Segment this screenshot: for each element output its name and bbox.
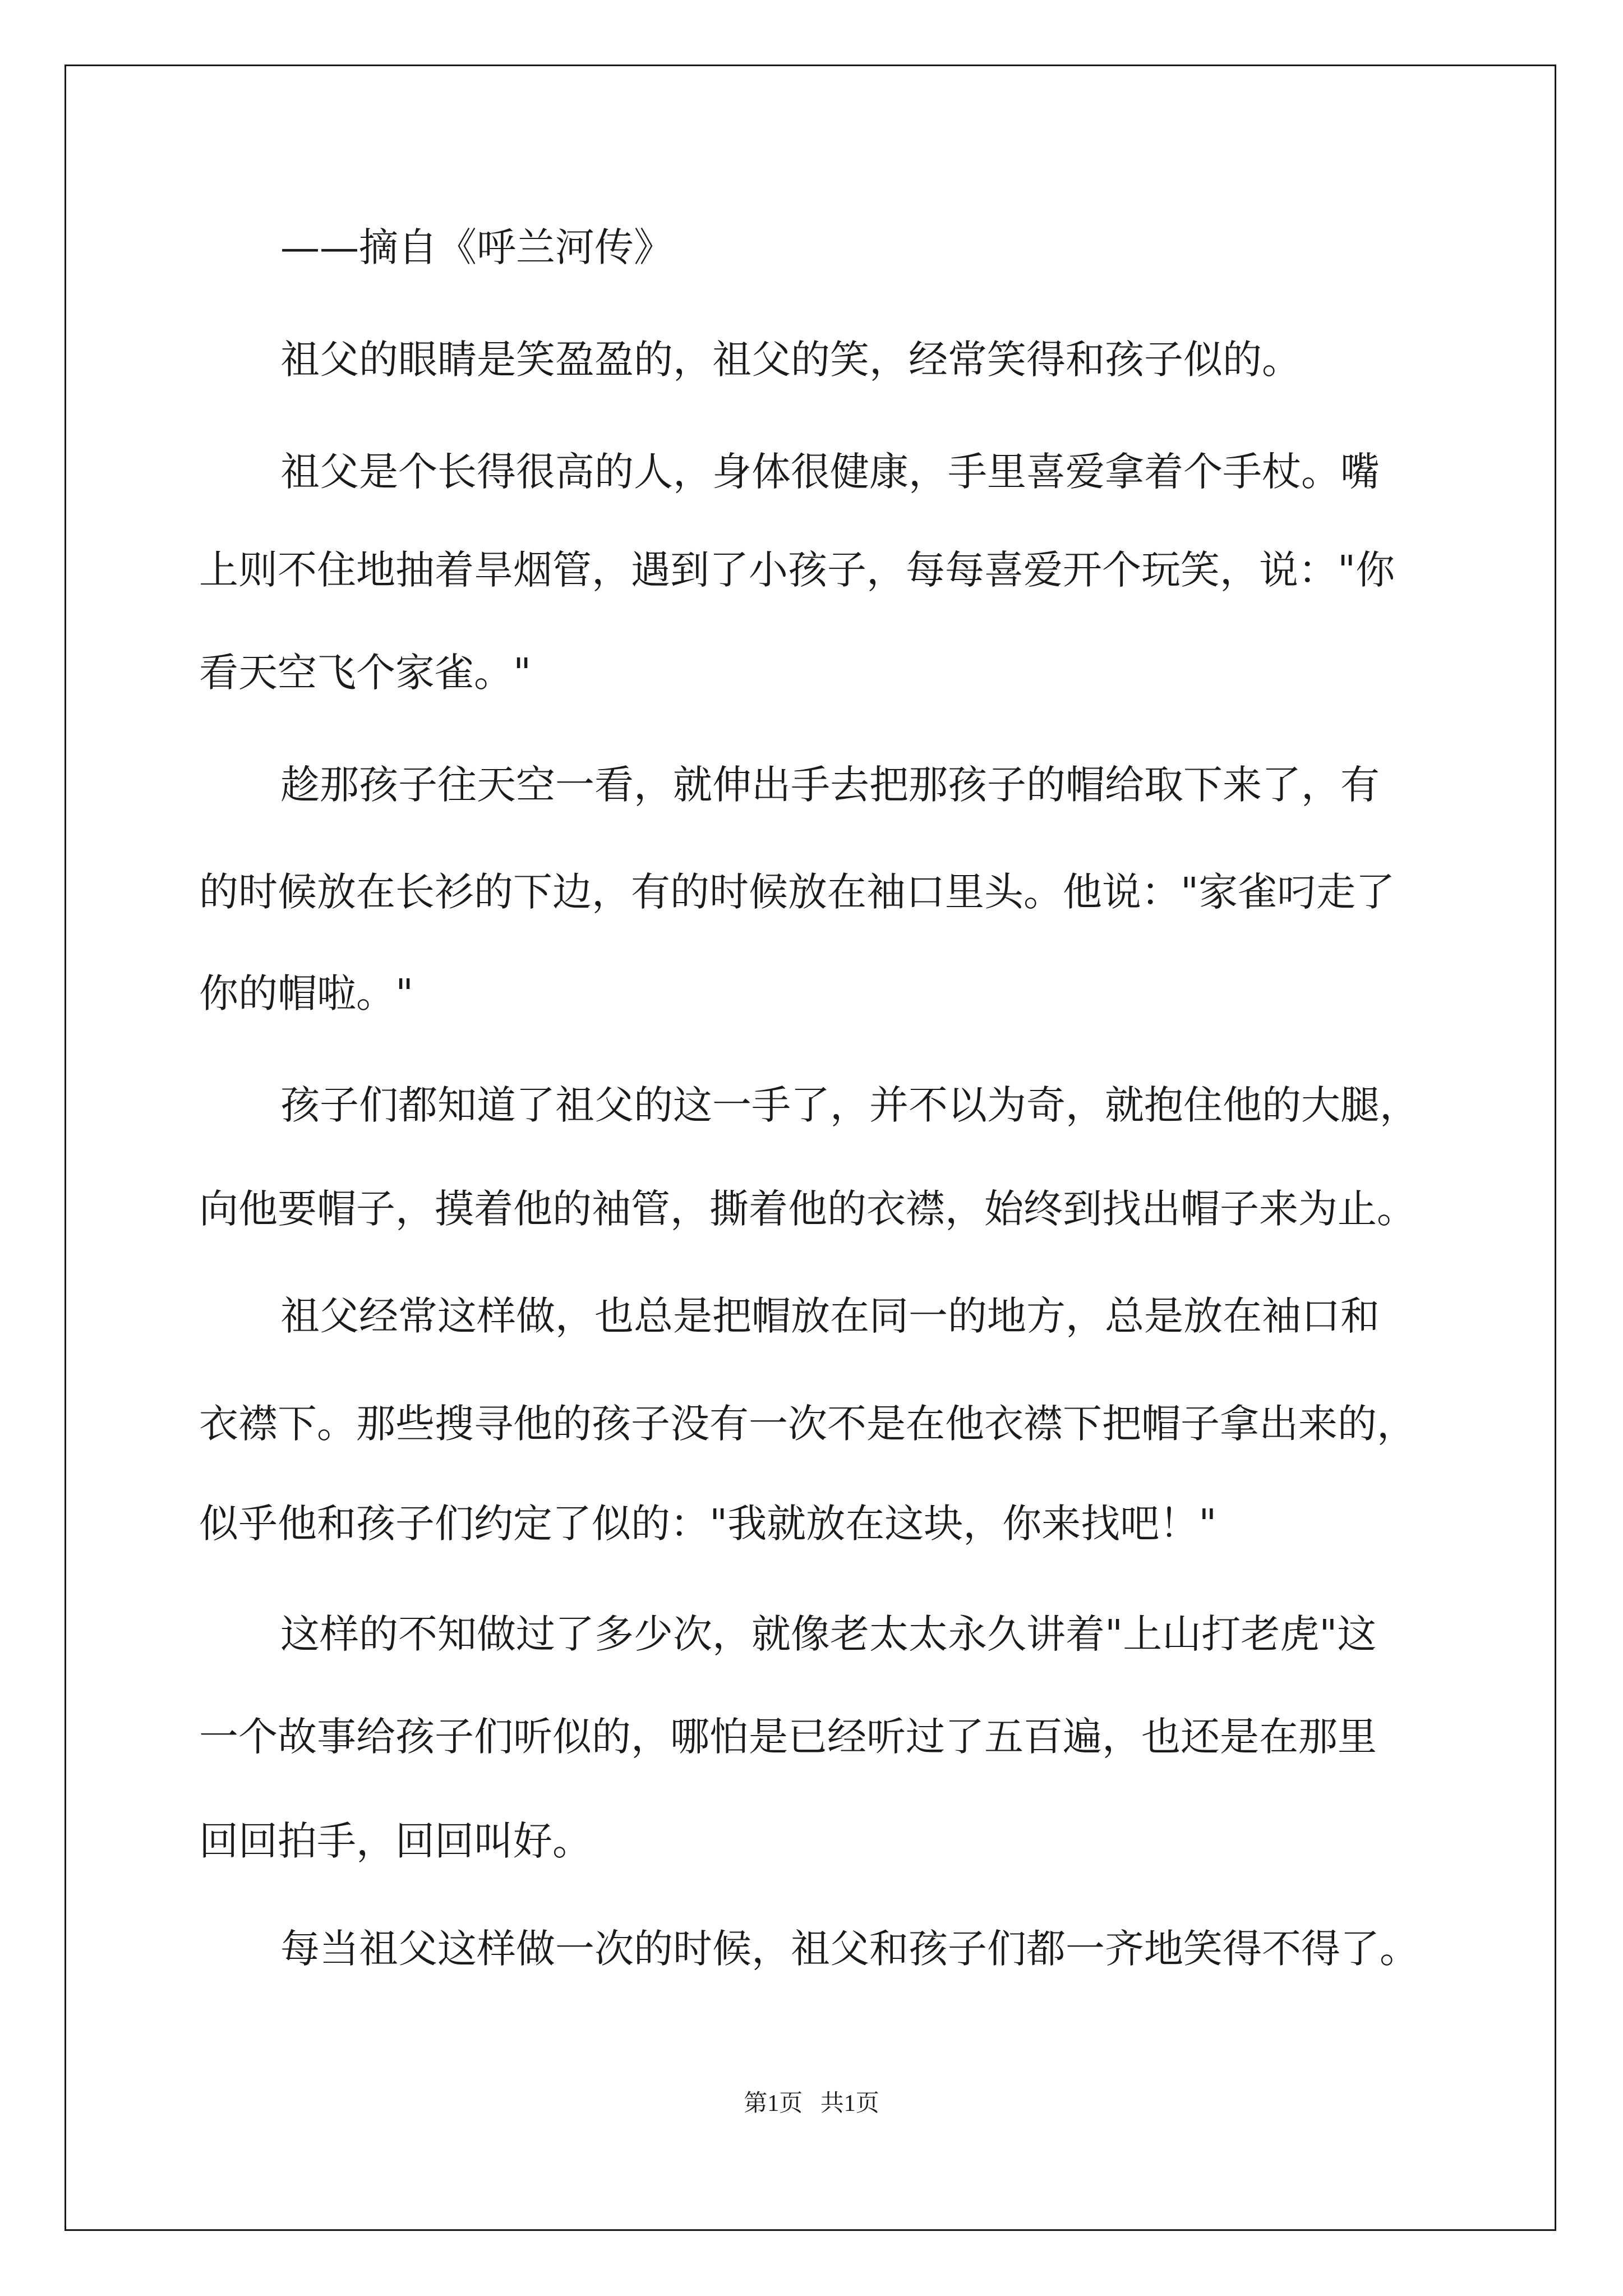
paragraph-2-line-3: 看天空飞个家雀。" (199, 650, 532, 696)
paragraph-1-line-1: 祖父的眼睛是笑盈盈的，祖父的笑，经常笑得和孩子似的。 (280, 337, 1301, 383)
paragraph-4-line-2: 向他要帽子，摸着他的袖管，撕着他的衣襟，始终到找出帽子来为止。 (199, 1186, 1416, 1232)
source-line: ——摘自《呼兰河传》 (280, 224, 673, 270)
paragraph-7-line-1: 每当祖父这样做一次的时候，祖父和孩子们都一齐地笑得不得了。 (280, 1926, 1419, 1972)
page-number-footer: 第1页 共1页 (744, 2091, 879, 2116)
paragraph-5-line-2: 衣襟下。那些搜寻他的孩子没有一次不是在他衣襟下把帽子拿出来的， (199, 1401, 1416, 1447)
paragraph-2-line-2: 上则不住地抽着旱烟管，遇到了小孩子，每每喜爱开个玩笑，说："你 (199, 547, 1395, 593)
page-border (64, 65, 1556, 2231)
paragraph-2-line-1: 祖父是个长得很高的人，身体很健康，手里喜爱拿着个手杖。嘴 (280, 449, 1380, 495)
paragraph-6-line-1: 这样的不知做过了多少次，就像老太太永久讲着"上山打老虎"这 (280, 1611, 1377, 1657)
paragraph-3-line-3: 你的帽啦。" (199, 970, 414, 1016)
paragraph-4-line-1: 孩子们都知道了祖父的这一手了，并不以为奇，就抱住他的大腿， (280, 1082, 1419, 1128)
paragraph-6-line-2: 一个故事给孩子们听似的，哪怕是已经听过了五百遍，也还是在那里 (199, 1714, 1377, 1760)
paragraph-3-line-1: 趁那孩子往天空一看，就伸出手去把那孩子的帽给取下来了，有 (280, 762, 1380, 808)
paragraph-3-line-2: 的时候放在长衫的下边，有的时候放在袖口里头。他说："家雀叼走了 (199, 869, 1395, 915)
paragraph-6-line-3: 回回拍手，回回叫好。 (199, 1818, 592, 1864)
paragraph-5-line-3: 似乎他和孩子们约定了似的："我就放在这块，你来找吧！" (199, 1501, 1217, 1547)
paragraph-5-line-1: 祖父经常这样做，也总是把帽放在同一的地方，总是放在袖口和 (280, 1293, 1380, 1339)
